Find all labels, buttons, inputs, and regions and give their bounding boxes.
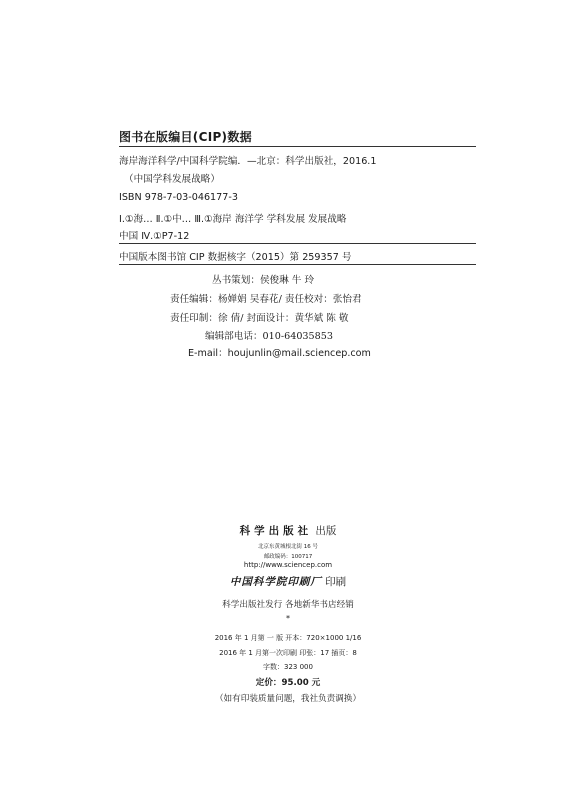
- quality-note: （如有印装质量问题，我社负责调换）: [214, 694, 362, 704]
- cip-top-rule: [119, 146, 476, 147]
- word-count: 字数：323 000: [263, 663, 313, 671]
- editorial-phone: 编辑部电话：010-64035853: [205, 331, 333, 342]
- cip-number: 中国版本图书馆 CIP 数据核字（2015）第 259357 号: [119, 252, 352, 263]
- responsible-printing: 责任印制：徐 倩/ 封面设计：黄华斌 陈 敬: [170, 313, 349, 324]
- publisher-address: 北京东黄城根北街 16 号: [258, 544, 318, 550]
- publisher-suffix: 出版: [315, 525, 337, 537]
- cip-line-isbn: ISBN 978-7-03-046177-3: [119, 192, 238, 203]
- cip-line-title-author: 海岸海洋科学/中国科学院编．—北京：科学出版社，2016.1: [119, 156, 377, 167]
- cip-middle-rule: [119, 243, 476, 244]
- price-line: 定价：95.00 元: [255, 678, 321, 688]
- printer-suffix: 印刷: [325, 576, 347, 588]
- cip-line-series: （中国学科发展战略）: [124, 174, 220, 185]
- edition-line-2: 2016 年 1 月第一次印刷 印张：17 插页：8: [219, 649, 357, 657]
- edition-line-1: 2016 年 1 月第 一 版 开本：720×1000 1/16: [214, 634, 362, 642]
- responsible-editors: 责任编辑：杨婵娟 吴春花/ 责任校对：张怡君: [170, 294, 362, 305]
- publisher-postcode: 邮政编码：100717: [263, 554, 313, 560]
- cip-line-subjects: Ⅰ.①海… Ⅱ.①中… Ⅲ.①海岸 海洋学 学科发展 发展战略: [119, 214, 347, 225]
- cip-bottom-rule: [119, 264, 476, 265]
- publisher-website: http://www.sciencep.com: [243, 561, 333, 569]
- cip-title: 图书在版编目(CIP)数据: [119, 130, 252, 144]
- printer-name: 中国科学院印刷厂: [229, 576, 322, 588]
- distribution-line: 科学出版社发行 各地新华书店经销: [222, 600, 354, 610]
- cip-line-classification: 中国 Ⅳ.①P7-12: [119, 231, 190, 242]
- editorial-email: E-mail：houjunlin@mail.sciencep.com: [188, 348, 371, 359]
- printer-line: [0, 574, 576, 589]
- publisher-name: 科学出版社: [239, 525, 313, 537]
- series-planning: 丛书策划：侯俊琳 牛 玲: [212, 275, 315, 286]
- separator-star: *: [286, 614, 290, 623]
- publisher-line: [0, 523, 576, 538]
